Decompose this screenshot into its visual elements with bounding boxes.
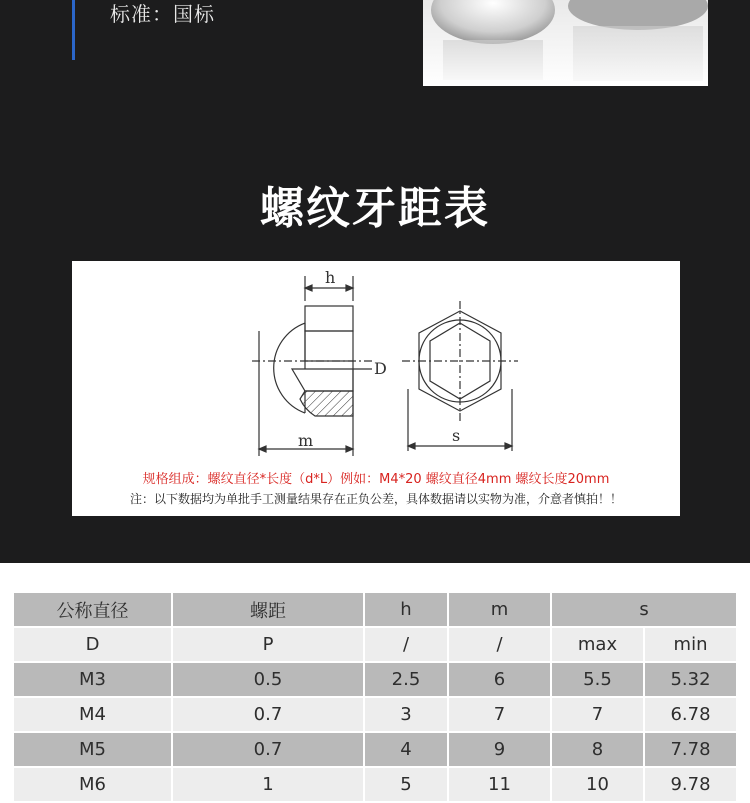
header-h: h	[364, 593, 448, 627]
table-cell: 1	[172, 767, 364, 802]
hex-nut-body	[568, 0, 708, 30]
dim-h-label: h	[325, 268, 336, 287]
table-cell: 5.32	[644, 662, 736, 697]
table-cell: 11	[448, 767, 551, 802]
table-cell: 10	[551, 767, 644, 802]
header-s: s	[551, 593, 736, 627]
table-subheader-row	[14, 627, 736, 662]
table-row	[14, 697, 736, 732]
table-cell: M6	[14, 767, 172, 802]
table-row	[14, 662, 736, 697]
table-cell: D	[14, 627, 172, 662]
dim-m-label: m	[298, 431, 314, 450]
product-photo	[423, 0, 708, 86]
table-cell: 6	[448, 662, 551, 697]
table-cell: 0.5	[172, 662, 364, 697]
table-cell: 5	[364, 767, 448, 802]
table-cell: P	[172, 627, 364, 662]
header-m: m	[448, 593, 551, 627]
section-title: 螺纹牙距表	[260, 183, 490, 234]
table-cell: 7	[448, 697, 551, 732]
table-cell: 2.5	[364, 662, 448, 697]
table-row	[14, 732, 736, 767]
cap-nut-dome	[431, 0, 555, 44]
table-cell: 7	[551, 697, 644, 732]
table-cell: 3	[364, 697, 448, 732]
header-pitch: 螺距	[172, 593, 364, 627]
table-cell: /	[364, 627, 448, 662]
table-header-row	[14, 593, 736, 627]
table-cell: M4	[14, 697, 172, 732]
table-cell: min	[644, 627, 736, 662]
standard-label: 标准：国标	[110, 2, 215, 26]
table-cell: 4	[364, 732, 448, 767]
spec-note: 规格组成：螺纹直径*长度（d*L）例如：M4*20 螺纹直径4mm 螺纹长度20mm	[142, 472, 610, 487]
hex-nut-reflection	[573, 26, 703, 81]
table-row	[14, 767, 736, 802]
header-nominal: 公称直径	[14, 593, 172, 627]
table-cell: 0.7	[172, 697, 364, 732]
cap-nut-reflection	[443, 40, 543, 80]
table-cell: 7.78	[644, 732, 736, 767]
table-cell: max	[551, 627, 644, 662]
cap-nut-drawing	[72, 261, 680, 466]
table-cell: M5	[14, 732, 172, 767]
table-cell: 8	[551, 732, 644, 767]
side-view	[252, 276, 372, 456]
thread-diagram-panel	[72, 261, 680, 516]
table-cell: M3	[14, 662, 172, 697]
dim-d-label: D	[374, 359, 387, 378]
accent-bar	[72, 0, 75, 60]
disclaimer-note: 注：以下数据均为单批手工测量结果存在正负公差，具体数据请以实物为准，介意者慎拍！！	[129, 492, 622, 506]
table-cell: 6.78	[644, 697, 736, 732]
table-cell: 0.7	[172, 732, 364, 767]
spec-table	[14, 593, 736, 803]
table-cell: 5.5	[551, 662, 644, 697]
table-cell: /	[448, 627, 551, 662]
dim-s-label: s	[452, 426, 461, 445]
table-cell: 9	[448, 732, 551, 767]
table-cell: 9.78	[644, 767, 736, 802]
spec-table-wrapper	[14, 593, 736, 803]
